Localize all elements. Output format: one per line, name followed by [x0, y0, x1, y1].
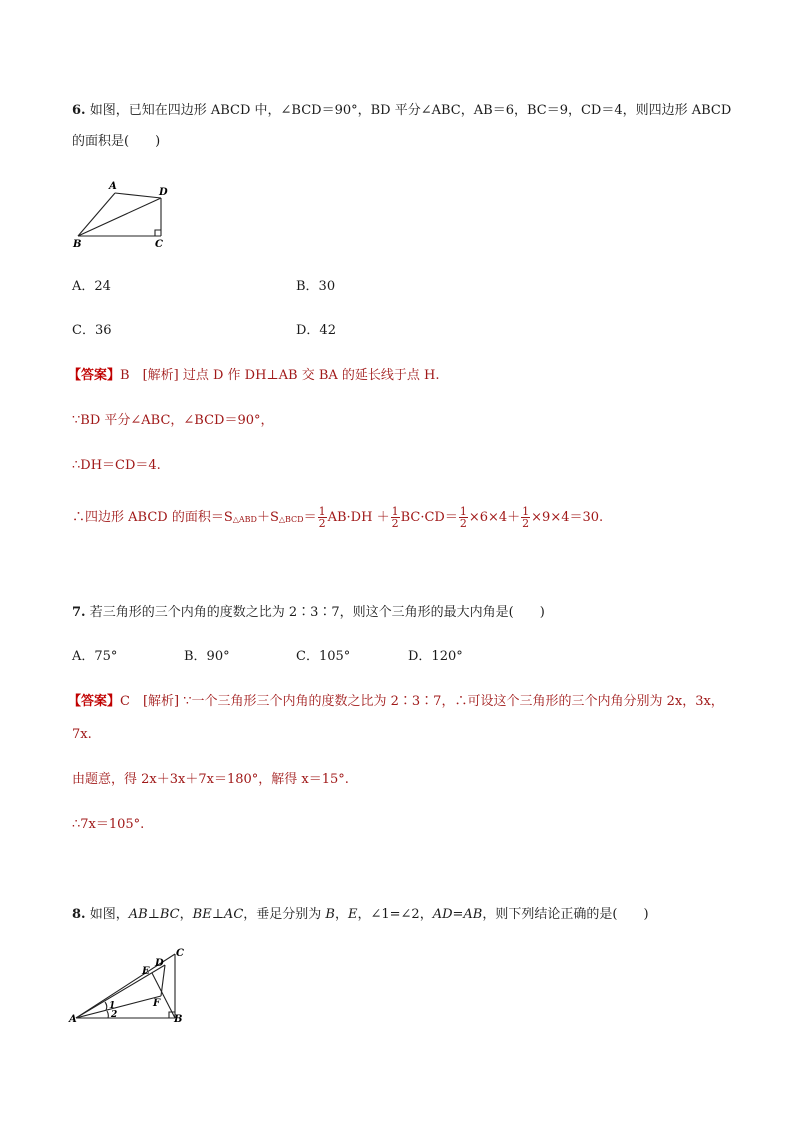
- q6-stem-line2: 的面积是( ): [72, 134, 161, 149]
- q8-label-a: A: [69, 1014, 77, 1025]
- q6-sol3-plus: ＋S: [256, 510, 279, 525]
- q8-label-f: F: [153, 998, 161, 1009]
- q8-label-e: E: [142, 966, 150, 977]
- q8-label-c: C: [176, 948, 184, 959]
- q8-stem-a: 如图，: [85, 907, 129, 922]
- q8-angle-1-label: 1: [109, 1001, 116, 1011]
- q8-stem-k: ，则下列结论正确的是( ): [482, 907, 649, 922]
- q6-fraction-2: $\frac{1}{2}$: [391, 505, 399, 530]
- q8-stem-b: AB⊥BC: [128, 907, 180, 922]
- q6-number: 6.: [72, 103, 86, 118]
- q6-answer-text: B [解析] 过点 D 作 DH⊥AB 交 BA 的延长线于点 H.: [120, 368, 440, 383]
- q7-solution-line2: ∴7x＝105°.: [72, 817, 145, 832]
- q8-stem-e: ，垂足分别为: [243, 907, 326, 922]
- q6-choice-d[interactable]: D．42: [296, 323, 336, 338]
- q7-answer-text: C [解析] ∵一个三角形三个内角的度数之比为 2∶3∶7，∴可设这个三角形的三个内角分别为 2x，3x，: [120, 694, 724, 709]
- q8-stem-d: BE⊥AC: [192, 907, 244, 922]
- q6-label-b: B: [73, 239, 82, 250]
- q7-solution-line1: 由题意，得 2x＋3x＋7x＝180°，解得 x＝15°.: [72, 772, 349, 787]
- q6-sol3-t1: AB·DH ＋: [327, 510, 390, 525]
- q7-choice-d[interactable]: D．120°: [408, 649, 463, 664]
- q6-fraction-3: $\frac{1}{2}$: [459, 505, 467, 530]
- q6-answer-line: [68, 367, 440, 385]
- q6-choice-c[interactable]: C．36: [72, 323, 112, 338]
- q8-stem-h: E: [347, 907, 358, 922]
- q7-answer-tag: 【答案】: [68, 694, 121, 709]
- q6-label-c: C: [155, 239, 163, 250]
- q8-label-d: D: [155, 958, 164, 969]
- q6-stem-text: 如图，已知在四边形 ABCD 中，∠BCD＝90°，BD 平分∠ABC，AB＝6，BC＝9，CD＝4，则四边形 ABCD: [85, 103, 732, 118]
- q6-choice-a[interactable]: A．24: [72, 279, 111, 294]
- q7-choice-b[interactable]: B．90°: [184, 649, 230, 664]
- q7-number: 7.: [72, 605, 86, 620]
- q8-stem-f: B: [325, 907, 335, 922]
- q6-sol3-t2: BC·CD＝: [400, 510, 458, 525]
- q6-sol3-sub1: △ABD: [232, 515, 257, 524]
- q8-stem-c: ，: [179, 907, 193, 922]
- q7-choice-a[interactable]: A．75°: [72, 649, 118, 664]
- q8-stem-line: [72, 906, 649, 924]
- q6-sol3-eq: ＝: [303, 510, 317, 525]
- q8-stem-g: ，: [334, 907, 348, 922]
- q7-solution-line0: 7x.: [72, 727, 92, 742]
- q8-stem-i: ，∠1=∠2，: [357, 907, 433, 922]
- q6-choice-b[interactable]: B．30: [296, 279, 336, 294]
- q6-fraction-1: $\frac{1}{2}$: [318, 505, 326, 530]
- q6-sol3-sub2: △BCD: [278, 515, 304, 524]
- q6-solution-line2: ∴DH＝CD＝4.: [72, 458, 161, 473]
- q6-answer-tag: 【答案】: [68, 368, 121, 383]
- q6-label-a: A: [109, 181, 117, 192]
- q6-fraction-4: $\frac{1}{2}$: [522, 505, 530, 530]
- q6-solution-line1: ∵BD 平分∠ABC，∠BCD＝90°，: [72, 413, 274, 428]
- q7-stem-text: 若三角形的三个内角的度数之比为 2∶3∶7，则这个三角形的最大内角是( ): [85, 605, 545, 620]
- q7-stem-line: [72, 604, 545, 622]
- q6-sol3-t3: ×6×4＋: [468, 510, 521, 525]
- q6-label-d: D: [159, 187, 168, 198]
- q6-sol3-t4: ×9×4＝30.: [531, 510, 604, 525]
- q6-quadrilateral-figure: [68, 176, 178, 250]
- q8-angle-2-label: 2: [111, 1010, 118, 1020]
- q7-choice-c[interactable]: C．105°: [296, 649, 351, 664]
- q8-number: 8.: [72, 907, 86, 922]
- q6-stem-line1: [72, 102, 731, 120]
- q8-label-b: B: [174, 1014, 183, 1025]
- q7-answer-line: [68, 693, 724, 711]
- q6-solution-line3: [72, 506, 603, 529]
- q6-sol3-pre: ∴四边形 ABCD 的面积＝S: [72, 510, 233, 525]
- q8-triangle-figure: [66, 944, 196, 1030]
- q8-stem-j: AD=AB: [432, 907, 483, 922]
